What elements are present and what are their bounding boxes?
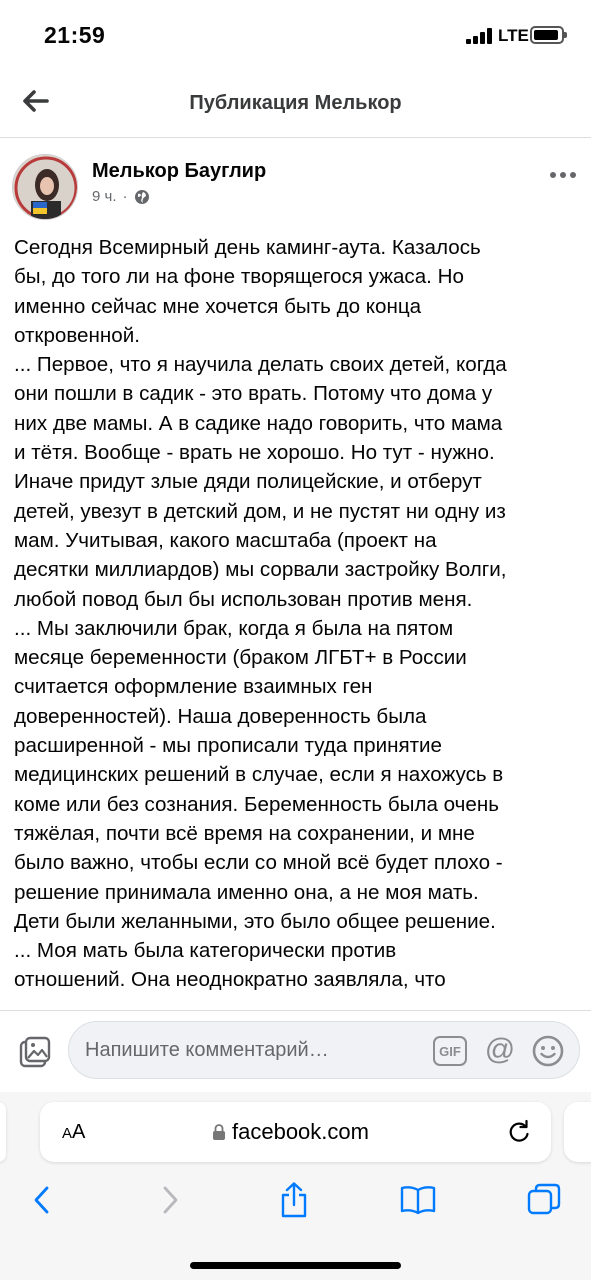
post-text-line: Дети были желанными, это было общее решение. — [14, 909, 496, 933]
post-text-line: Иначе придут злые дяди полицейские, и отберут — [14, 470, 482, 494]
smiley-icon — [531, 1034, 565, 1068]
browser-toolbar — [0, 1174, 591, 1234]
reload-icon — [506, 1119, 532, 1145]
url-text: facebook.com — [232, 1119, 369, 1144]
profile-photo — [13, 155, 78, 220]
network-type: LTE — [498, 26, 529, 45]
reload-button[interactable] — [506, 1119, 532, 1145]
browser-chrome — [0, 1092, 591, 1280]
post-text-line: и тётя. Вообще - врать не хорошо. Но тут - нужно. — [14, 441, 495, 465]
post-text-line: отношений. Она неоднократно заявляла, что — [14, 968, 446, 992]
url-display[interactable] — [212, 1119, 369, 1145]
post-text-line: Сегодня Всемирный день каминг-аута. Казалось — [14, 236, 481, 259]
previous-tab-edge[interactable] — [0, 1102, 6, 1162]
post-text-line: считается оформление взаимных ген — [14, 675, 373, 699]
post-text-line: решение принимала именно она, а не моя мать. — [14, 880, 479, 904]
comment-placeholder: Напишите комментарий… — [85, 1039, 329, 1061]
post-text-line: ... Первое, что я научила делать своих детей, когда — [14, 353, 507, 377]
page-header — [0, 68, 591, 138]
avatar[interactable] — [12, 154, 78, 220]
chevron-right-icon — [160, 1185, 180, 1215]
tabs-icon — [527, 1183, 561, 1217]
photo-button[interactable] — [18, 1035, 52, 1069]
post-time[interactable]: 9 ч. — [92, 188, 117, 205]
post-text-line: было важно, чтобы если со мной всё будет плохо - — [14, 851, 503, 875]
tabs-button[interactable] — [524, 1180, 564, 1220]
page-title: Публикация Мелькор — [189, 92, 402, 114]
chevron-left-icon — [32, 1185, 52, 1215]
post-meta — [92, 188, 150, 205]
status-bar — [0, 0, 591, 68]
photo-icon — [18, 1035, 52, 1069]
post-text-line: коме или без сознания. Беременность была очень — [14, 792, 499, 816]
text-size-button[interactable]: AA — [62, 1121, 86, 1143]
post-text-line: ... Мы заключили брак, когда я была на пятом — [14, 616, 454, 640]
cellular-signal-icon — [466, 28, 492, 44]
more-options-button[interactable] — [550, 168, 582, 182]
post-text-line: медицинских решений в случае, если я нахожусь в — [14, 763, 504, 787]
post-text-line: тяжёлая, почти всё время на сохранении, и мне — [14, 821, 475, 845]
share-button[interactable] — [274, 1180, 314, 1220]
post-text-line: ... Моя мать была категорически против — [14, 939, 397, 963]
post-text — [14, 233, 574, 1008]
lock-icon — [212, 1123, 226, 1141]
dot-separator: · — [122, 188, 128, 205]
status-time: 21:59 — [44, 22, 106, 48]
post-text-line: откровенной. — [14, 323, 140, 347]
bookmarks-button[interactable] — [398, 1180, 438, 1220]
book-icon — [399, 1185, 437, 1215]
mention-button[interactable]: @ — [484, 1033, 516, 1066]
address-bar[interactable] — [40, 1102, 551, 1162]
globe-icon — [134, 189, 150, 205]
post-text-line: они пошли в садик - это врать. Потому что дома у — [14, 382, 493, 406]
post-text-line: мам. Учитывая, какого масштаба (проект на — [14, 528, 437, 552]
home-indicator — [190, 1262, 401, 1269]
share-icon — [279, 1182, 309, 1218]
post-text-line: доверенностей). Наша доверенность была — [14, 704, 427, 728]
comment-input[interactable] — [68, 1021, 580, 1079]
post-text-line: именно сейчас мне хочется быть до конца — [14, 294, 422, 318]
post-author[interactable]: Мелькор Бауглир — [92, 160, 267, 182]
post-text-line: них две мамы. А в садике надо говорить, что мама — [14, 411, 503, 435]
next-tab-edge[interactable] — [564, 1102, 591, 1162]
back-nav-button[interactable] — [22, 1180, 62, 1220]
post-text-line: месяце беременности (браком ЛГБТ+ в России — [14, 646, 467, 670]
comment-bar — [0, 1010, 591, 1092]
post-text-line: десятки миллиардов) мы сорвали застройку Волги, — [14, 558, 507, 582]
post-text-line: детей, увезут в детский дом, и не пустят ни одну из — [14, 499, 506, 523]
gif-button[interactable]: GIF — [433, 1036, 467, 1066]
post-text-line: расширенной - мы прописали туда принятие — [14, 734, 443, 758]
post-text-line: любой повод был бы использован против меня. — [14, 587, 473, 611]
emoji-button[interactable] — [531, 1034, 565, 1068]
post-text-line: бы, до того ли на фоне творящегося ужаса. Но — [14, 265, 464, 289]
forward-nav-button[interactable] — [150, 1180, 190, 1220]
battery-icon — [530, 26, 564, 44]
